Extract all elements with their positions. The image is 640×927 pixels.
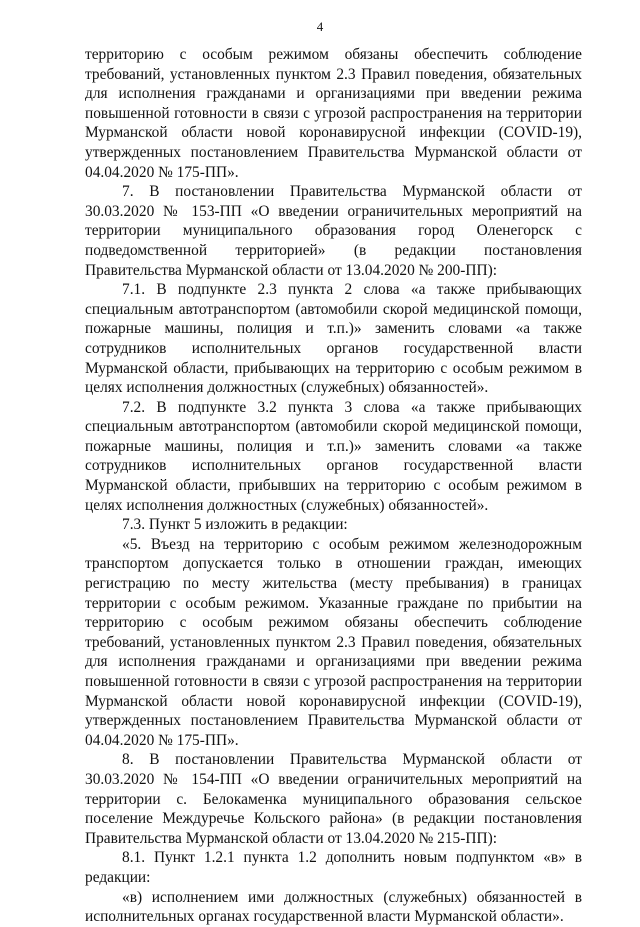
document-body [85, 45, 582, 927]
paragraph-item-7-3: 7.3. Пункт 5 изложить в редакции: [122, 516, 348, 534]
paragraph-item-8: 8. В постановлении Правительства Мурманской области от 30.03.2020 № 154-ПП «О введении ограничительных мероприятий на территории с. Белокаменка муниципального образования сельское поселение Междуречье Кольского района» (в редакции постановления Правительства Мурманской области от 13.04.2020 № 215-ПП): [85, 751, 582, 847]
paragraph-item-7-2: 7.2. В подпункте 3.2 пункта 3 слова «а также прибывающих специальным автотранспортом (автомобили скорой медицинской помощи, пожарные машины, полиция и т.п.)» заменить словами «а также сотрудников исполнительных органов государственной власти Мурманской области, прибывших на территорию с особым режимом в целях исполнения должностных (служебных) обязанностей». [85, 398, 582, 514]
paragraph-continuation: территорию с особым режимом обязаны обеспечить соблюдение требований, установленных пунктом 2.3 Правил поведения, обязательных для исполнения гражданами и организациями при введении режима повышенной готовности в связи с угрозой распространения на территории Мурманской области новой коронавирусной инфекции (COVID-19), утвержденных постановлением Правительства Мурманской области от 04.04.2020 № 175-ПП». [85, 46, 582, 181]
paragraph-quoted-item-5: «5. Въезд на территорию с особым режимом железнодорожным транспортом допускается только в отношении граждан, имеющих регистрацию по месту жительства (месту пребывания) в границах территории с особым режимом. Указанные граждане по прибытии на территорию с особым режимом обязаны обеспечить соблюдение требований, установленных пунктом 2.3 Правил поведения, обязательных для исполнения гражданами и организациями при введении режима повышенной готовности в связи с угрозой распространения на территории Мурманской области новой коронавирусной инфекции (COVID-19), утвержденных постановлением Правительства Мурманской области от 04.04.2020 № 175-ПП». [85, 535, 582, 749]
paragraph-item-7-1: 7.1. В подпункте 2.3 пункта 2 слова «а также прибывающих специальным автотранспортом (автомобили скорой медицинской помощи, пожарные машины, полиция и т.п.)» заменить словами «а также сотрудников исполнительных органов государственной власти Мурманской области, прибывающих на территорию с особым режимом в целях исполнения должностных (служебных) обязанностей». [85, 281, 582, 397]
page-number: 4 [316, 19, 324, 34]
paragraph-item-7: 7. В постановлении Правительства Мурманской области от 30.03.2020 № 153-ПП «О введении ограничительных мероприятий на территории муниципального образования город Оленегорск с подведомственной территорией» (в редакции постановления Правительства Мурманской области от 13.04.2020 № 200-ПП): [85, 183, 582, 279]
paragraph-quoted-subitem-v: «в) исполнением ими должностных (служебных) обязанностей в исполнительных органах государственной власти Мурманской области». [85, 888, 582, 926]
paragraph-item-8-1: 8.1. Пункт 1.2.1 пункта 1.2 дополнить новым подпунктом «в» в редакции: [85, 849, 582, 886]
